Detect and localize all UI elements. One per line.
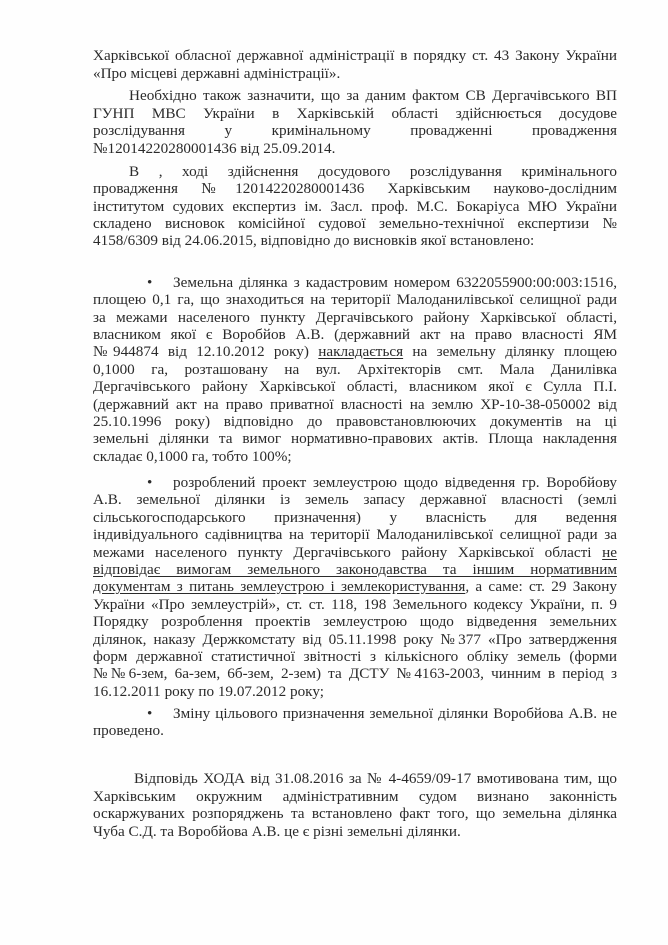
text-line: 25.10.1996 року) відповідно до правовстановлюючих документів на ці bbox=[93, 413, 617, 430]
text-line: Харківським окружним адміністративним судом визнано законність bbox=[93, 788, 617, 805]
text-line: В , ході здійснення досудового розслідування кримінального bbox=[129, 163, 617, 180]
text-line bbox=[93, 561, 617, 579]
text-line: Необхідно також зазначити, що за даним фактом СВ Дергачівського ВП bbox=[129, 87, 617, 104]
bullet-text: Земельна ділянка з кадастровим номером 6322055900:00:003:1516, bbox=[173, 274, 617, 291]
bullet-text: розроблений проект землеустрою щодо відведення гр. Воробйову bbox=[173, 474, 617, 491]
underlined-text: не bbox=[602, 544, 617, 561]
text-line: власником якої є Воробйов А.В. (державний акт на право власності ЯМ bbox=[93, 326, 617, 343]
text-line bbox=[93, 343, 617, 361]
text-line: №№6-зем, 6а-зем, 6б-зем, 2-зем) та ДСТУ №4163-2003, чинним в період з bbox=[93, 665, 617, 682]
text-line bbox=[93, 578, 617, 596]
underlined-text: відповідає вимогам земельного законодавства та іншим нормативним bbox=[93, 561, 617, 578]
text-line: №12014220280001436 від 25.09.2014. bbox=[93, 140, 336, 157]
text-line bbox=[93, 544, 617, 562]
text-line: розслідування у кримінальному провадженні провадження bbox=[93, 122, 617, 139]
text-line: «Про місцеві державні адміністрації». bbox=[93, 65, 341, 82]
text-line: А.В. земельної ділянки із земель запасу державної власності (землі bbox=[93, 491, 617, 508]
text-line: складено висновок комісійної судової земельно-технічної експертизи № bbox=[93, 215, 617, 232]
bullet-icon: • bbox=[147, 474, 153, 491]
text-line: України «Про землеустрій», ст. ст. 118, 198 Земельного кодексу України, п. 9 bbox=[93, 596, 617, 613]
text-line: проведено. bbox=[93, 722, 164, 739]
text-line: Відповідь ХОДА від 31.08.2016 за № 4-4659/09-17 вмотивована тим, що bbox=[134, 770, 617, 787]
text-line: інститутом судових експертиз ім. Засл. проф. М.С. Бокаріуса МЮ України bbox=[93, 198, 617, 215]
bullet-icon: • bbox=[147, 274, 153, 291]
text-span: на земельну ділянку площею bbox=[403, 343, 617, 360]
text-line: провадження №12014220280001436 Харківським науково-дослідним bbox=[93, 180, 617, 197]
bullet-first-line bbox=[93, 474, 617, 492]
bullet-first-line bbox=[93, 705, 617, 723]
text-line: 16.12.2011 року по 19.07.2012 року; bbox=[93, 683, 324, 700]
text-line: індивідуального садівництва на території Малоданилівської селищної ради за bbox=[93, 526, 617, 543]
underlined-text: документам з питань землеустрою і землекористування bbox=[93, 578, 466, 595]
text-line: за межами населеного пункту Дергачівського району Харківської області, bbox=[93, 309, 617, 326]
text-line: складає 0,1000 га, тобто 100%; bbox=[93, 448, 292, 465]
text-line: ГУНП МВС України в Харківській області здійснюється досудове bbox=[93, 105, 617, 122]
text-line: ділянок, наказу Держкомстату від 05.11.1998 року №377 «Про затвердження bbox=[93, 631, 617, 648]
bullet-text: Зміну цільового призначення земельної ділянки Воробйова А.В. не bbox=[173, 705, 617, 722]
text-line: Порядку розроблення проектів землеустрою щодо відведення земельних bbox=[93, 613, 617, 630]
text-line: Чуба С.Д. та Воробйова А.В. це є різні земельні ділянки. bbox=[93, 823, 461, 840]
underlined-text: накладається bbox=[318, 343, 404, 360]
text-line: земельні ділянки та вимог нормативно-правових актів. Площа накладення bbox=[93, 430, 617, 447]
bullet-icon: • bbox=[147, 705, 153, 722]
text-line: сільськогосподарського призначення) у власність для ведення bbox=[93, 509, 617, 526]
text-span: , а саме: ст. 29 Закону bbox=[465, 578, 617, 595]
text-line: форм державної статистичної звітності з кількісного обліку земель (форми bbox=[93, 648, 617, 665]
text-line: Харківської обласної державної адміністрації в порядку ст. 43 Закону України bbox=[93, 47, 617, 64]
text-line: площею 0,1 га, що знаходиться на території Малоданилівської селищної ради bbox=[93, 291, 617, 308]
text-span: межами населеного пункту Дергачівського району Харківської області bbox=[93, 544, 603, 561]
text-line: (державний акт на право приватної власності на землю ХР-10-38-050002 від bbox=[93, 396, 617, 413]
text-span: №944874 від 12.10.2012 року) bbox=[93, 343, 319, 360]
bullet-first-line bbox=[93, 274, 617, 292]
text-line: Дергачівського району Харківської області, власником якої є Сулла П.І. bbox=[93, 378, 617, 395]
text-line: 4158/6309 від 24.06.2015, відповідно до висновків якої встановлено: bbox=[93, 232, 535, 249]
text-line: 0,1000 га, розташовану на вул. Архітекторів смт. Мала Данилівка bbox=[93, 361, 617, 378]
text-line: оскаржуваних розпоряджень та встановлено факт того, що земельна ділянка bbox=[93, 805, 617, 822]
